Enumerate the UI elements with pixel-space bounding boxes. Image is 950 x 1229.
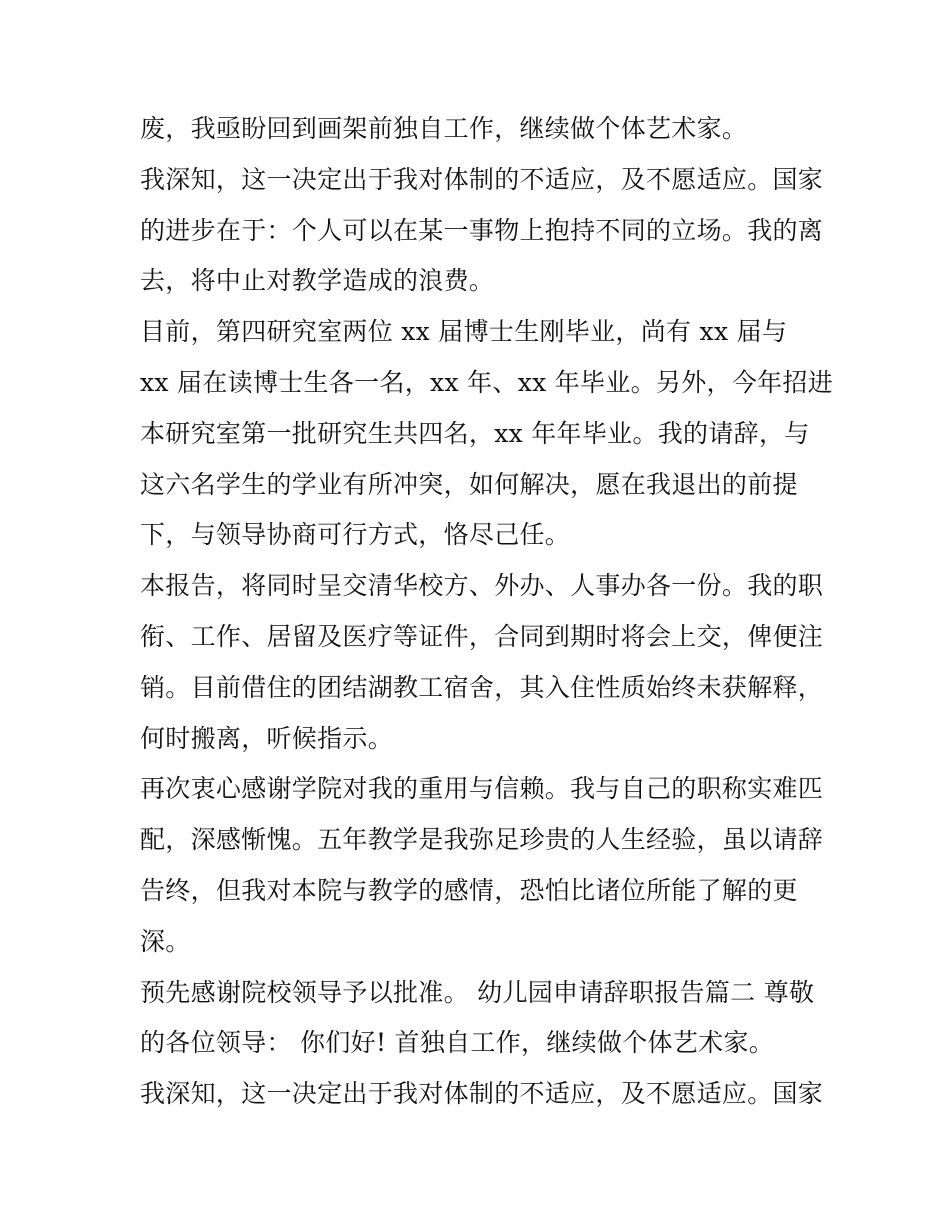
text-line: 本报告，将同时呈交清华校方、外办、人事办各一份。我的职 — [140, 571, 824, 601]
text-line: 我深知，这一决定出于我对体制的不适应，及不愿适应。国家 — [140, 1079, 824, 1109]
text-line: 下，与领导协商可行方式，恪尽己任。 — [140, 520, 571, 550]
text-line: 何时搬离，听候指示。 — [140, 723, 394, 753]
text-line: 告终，但我对本院与教学的感情，恐怕比诸位所能了解的更 — [140, 875, 798, 905]
text-line: 预先感谢院校领导予以批准。 幼儿园申请辞职报告篇二 尊敬 — [140, 977, 815, 1007]
text-line: 目前，第四研究室两位 xx 届博士生刚毕业，尚有 xx 届与 — [140, 317, 788, 347]
text-line: 的进步在于：个人可以在某一事物上抱持不同的立场。我的离 — [140, 215, 824, 245]
body-text — [140, 104, 834, 1120]
text-line: 的各位领导： 你们好! 首独自工作，继续做个体艺术家。 — [140, 1028, 775, 1058]
text-line: 衔、工作、居留及医疗等证件，合同到期时将会上交，俾便注 — [140, 621, 824, 651]
text-line: 销。目前借住的团结湖教工宿舍，其入住性质始终未获解释， — [140, 672, 824, 702]
text-line: 这六名学生的学业有所冲突，如何解决，愿在我退出的前提 — [140, 469, 798, 499]
text-line: 去，将中止对教学造成的浪费。 — [140, 266, 495, 296]
text-line: 配，深感惭愧。五年教学是我弥足珍贵的人生经验，虽以请辞 — [140, 825, 824, 855]
text-line: 本研究室第一批研究生共四名，xx 年年毕业。我的请辞，与 — [140, 418, 810, 448]
text-line: 深。 — [140, 926, 191, 956]
text-line: 再次衷心感谢学院对我的重用与信赖。我与自己的职称实难匹 — [140, 774, 824, 804]
text-line: xx 届在读博士生各一名，xx 年、xx 年毕业。另外，今年招进 — [140, 367, 834, 397]
text-line: 我深知，这一决定出于我对体制的不适应，及不愿适应。国家 — [140, 164, 824, 194]
text-line: 废，我亟盼回到画架前独自工作，继续做个体艺术家。 — [140, 114, 748, 143]
